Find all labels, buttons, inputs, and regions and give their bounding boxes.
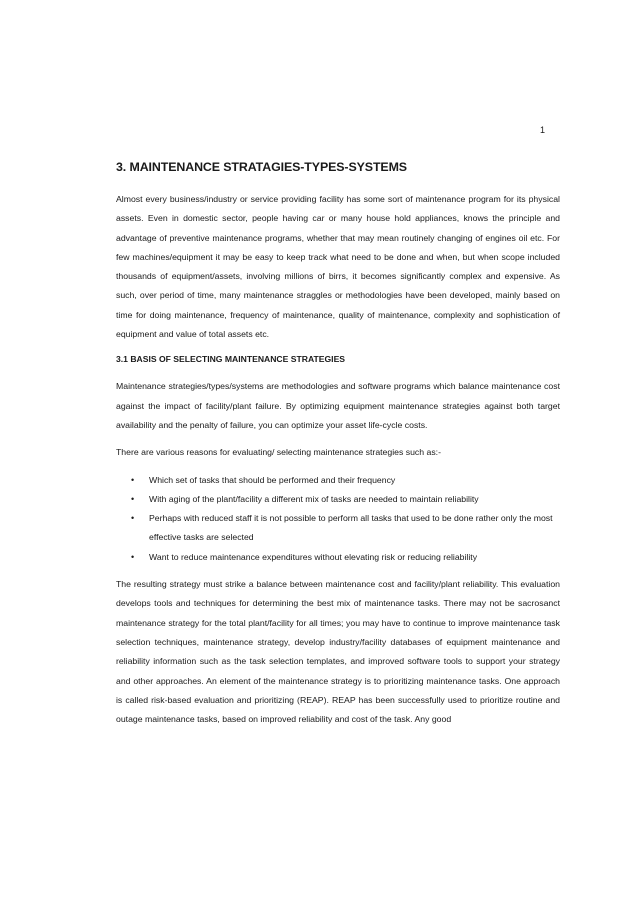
intro-paragraph: Almost every business/industry or service providing facility has some sort of maintenance program for its physical assets. Even in domestic sector, people having car or many house hold appliances, knows the principle and advantage of preventive maintenance programs, whether that may mean routinely changing of engines oil etc. For few machines/equipment it may be easy to keep track what need to be done and when, but when scope included thousands of equipment/assets, involving millions of birrs, it becomes significantly complex and expensive. As such, over period of time, many maintenance straggles or methodologies have been developed, mainly based on time for doing maintenance, frequency of maintenance, quality of maintenance, complexity and sophistication of equipment and value of total assets etc. — [116, 194, 560, 340]
list-item-text: Want to reduce maintenance expenditures without elevating risk or reducing reliability — [149, 551, 478, 562]
bullet-icon: • — [131, 493, 135, 504]
reasons-intro: There are various reasons for evaluating/ selecting maintenance strategies such as:- — [116, 447, 441, 458]
bullet-icon: • — [131, 474, 135, 485]
page-content — [116, 158, 560, 737]
list-item — [116, 471, 560, 490]
subsection-heading: 3.1 BASIS OF SELECTING MAINTENANCE STRATEGIES — [116, 354, 346, 365]
section-heading: 3. MAINTENANCE STRATAGIES-TYPES-SYSTEMS — [116, 160, 407, 174]
page-number: 1 — [540, 125, 546, 135]
bullet-icon: • — [131, 513, 135, 524]
closing-paragraph: The resulting strategy must strike a balance between maintenance cost and facility/plant reliability. This evaluation develops tools and techniques for determining the best mix of maintenance tasks. There may not be sacrosanct maintenance strategy for the total plant/facility for all times; you may have to continue to improve maintenance task selection techniques, maintenance strategy, develop industry/facility databases of equipment maintenance and reliability information such as the task selection templates, and improved software tools to support your strategy and other approaches. An element of the maintenance strategy is to prioritizing maintenance tasks. One approach is called risk-based evaluation and prioritizing (REAP). REAP has been successfully used to prioritize routine and outage maintenance tasks, based on improved reliability and cost of the task. Any good — [116, 579, 560, 725]
basis-paragraph: Maintenance strategies/types/systems are methodologies and software programs which balance maintenance cost against the impact of facility/plant failure. By optimizing equipment maintenance strategies against both target availability and the penalty of failure, you can optimize your asset life-cycle costs. — [116, 381, 560, 430]
list-item — [116, 509, 560, 548]
bullet-icon: • — [131, 551, 135, 562]
list-item — [116, 490, 560, 509]
list-item-text: Perhaps with reduced staff it is not possible to perform all tasks that used to be done rather only the most effective tasks are selected — [149, 513, 553, 543]
list-item — [116, 548, 560, 567]
list-item-text: With aging of the plant/facility a different mix of tasks are needed to maintain reliability — [149, 493, 479, 504]
reasons-list — [116, 471, 560, 567]
list-item-text: Which set of tasks that should be performed and their frequency — [149, 474, 396, 485]
